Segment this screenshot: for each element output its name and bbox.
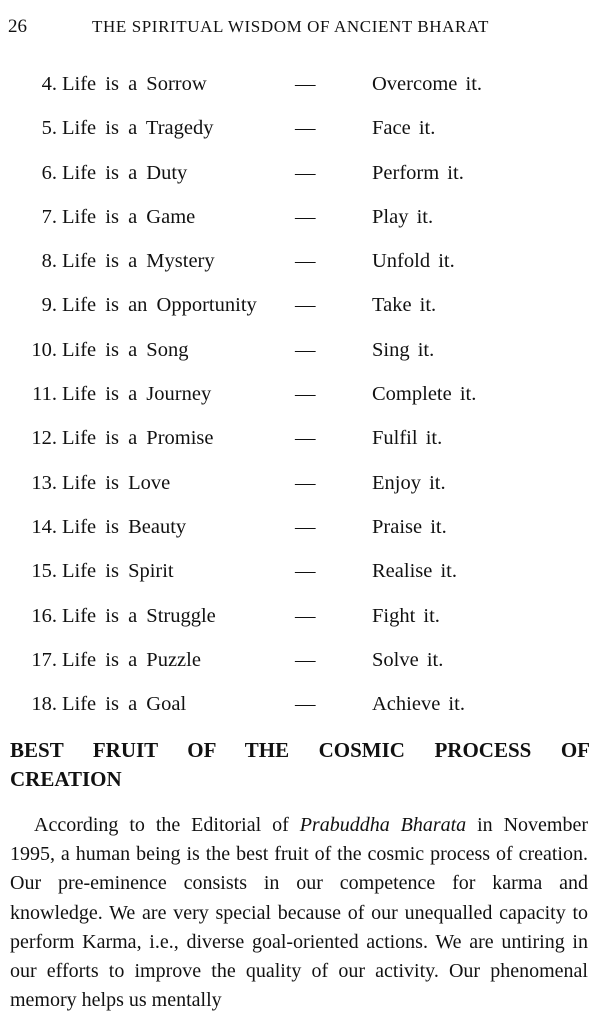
list-item-statement: Life is a Puzzle: [62, 648, 201, 671]
list-item-action: Perform it.: [372, 161, 464, 184]
list-item-statement: Life is a Struggle: [62, 604, 216, 627]
list-item-dash: —: [295, 338, 316, 361]
list-item-number: 18.: [31, 693, 57, 716]
list-item-number: 10.: [31, 338, 57, 361]
list-item-dash: —: [295, 73, 316, 95]
list-item-action: Enjoy it.: [372, 471, 446, 494]
list-item-dash: —: [295, 471, 316, 494]
list-item-number: 17.: [31, 648, 57, 671]
list-item: [0, 158, 600, 202]
list-item-dash: —: [295, 161, 316, 184]
list-item-statement: Life is a Song: [62, 338, 189, 361]
list-item-dash: —: [295, 604, 316, 627]
list-item: [0, 423, 600, 467]
list-item-number: 16.: [31, 604, 57, 627]
list-item-dash: —: [295, 294, 316, 317]
list-item-statement: Life is Love: [62, 471, 171, 494]
paragraph-text-start: According to the Editorial of: [34, 814, 300, 836]
list-item-number: 6.: [41, 161, 57, 184]
list-item: [0, 645, 600, 689]
list-item-number: 11.: [32, 383, 57, 406]
list-item-statement: Life is a Goal: [62, 693, 187, 716]
list-item-statement: Life is a Game: [62, 205, 196, 228]
list-item-number: 8.: [41, 250, 57, 273]
list-item-action: Achieve it.: [372, 693, 465, 716]
list-item-action: Fight it.: [372, 604, 440, 627]
list-item-action: Praise it.: [372, 515, 447, 538]
list-item-statement: Life is a Sorrow: [62, 73, 207, 95]
running-title: THE SPIRITUAL WISDOM OF ANCIENT BHARAT: [92, 17, 489, 36]
list-item-dash: —: [295, 250, 316, 273]
list-item: [0, 556, 600, 600]
list-item-number: 15.: [31, 560, 57, 583]
list-item: [0, 335, 600, 379]
list-item: [0, 69, 600, 113]
list-item: [0, 468, 600, 512]
list-item: [0, 290, 600, 334]
list-item-statement: Life is a Tragedy: [62, 117, 214, 140]
list-item: [0, 689, 600, 733]
list-item-number: 5.: [41, 117, 57, 140]
list-item-dash: —: [295, 560, 316, 583]
list-item-statement: Life is Spirit: [62, 560, 174, 583]
list-item-action: Take it.: [372, 294, 437, 317]
list-item-number: 13.: [31, 471, 57, 494]
list-item-statement: Life is a Promise: [62, 427, 214, 450]
list-item-dash: —: [295, 648, 316, 671]
list-item-action: Realise it.: [372, 560, 457, 583]
list-item: [0, 246, 600, 290]
list-item-number: 4.: [41, 73, 57, 95]
list-item-action: Fulfil it.: [372, 427, 443, 450]
list-item: [0, 601, 600, 645]
list-item-action: Face it.: [372, 117, 436, 140]
body-paragraph: [10, 811, 588, 1015]
publication-title: Prabuddha Bharata: [299, 814, 467, 836]
list-item-dash: —: [295, 515, 316, 538]
list-item-statement: Life is an Opportunity: [62, 294, 257, 317]
list-item: [0, 379, 600, 423]
list-item-number: 14.: [31, 515, 57, 538]
list-item: [0, 113, 600, 157]
list-item-action: Complete it.: [372, 383, 477, 406]
list-item-number: 9.: [41, 294, 57, 317]
list-item-action: Unfold it.: [372, 250, 455, 273]
list-item: [0, 202, 600, 246]
list-item-dash: —: [295, 383, 316, 406]
list-item-action: Solve it.: [372, 648, 444, 671]
section-heading: BEST FRUIT OF THE COSMIC PROCESS OF CREATION: [10, 738, 590, 791]
life-list: [0, 69, 600, 733]
list-item-action: Overcome it.: [372, 73, 483, 95]
list-item-statement: Life is Beauty: [62, 515, 187, 538]
list-item-statement: Life is a Duty: [62, 161, 188, 184]
list-item-dash: —: [295, 205, 316, 228]
page-header: [0, 14, 600, 42]
list-item-action: Sing it.: [372, 338, 435, 361]
list-item-number: 7.: [41, 205, 57, 228]
list-item-dash: —: [295, 693, 316, 716]
paragraph-text-rest: in November 1995, a human being is the best fruit of the cosmic process of creation. Our pre-eminence consists in our competence for karma and knowledge. We are very special because of our unequalled capacity to perform Karma, i.e., diverse goal-oriented actions. We are untiring in our efforts to improve the quality of our activity. Our phenomenal memory helps us mentally: [10, 814, 588, 1012]
page-number: 26: [8, 16, 27, 37]
list-item-dash: —: [295, 117, 316, 140]
list-item-number: 12.: [31, 427, 57, 450]
list-item-statement: Life is a Mystery: [62, 250, 215, 273]
list-item-statement: Life is a Journey: [62, 383, 212, 406]
list-item-action: Play it.: [372, 205, 434, 228]
list-item-dash: —: [295, 427, 316, 450]
list-item: [0, 512, 600, 556]
